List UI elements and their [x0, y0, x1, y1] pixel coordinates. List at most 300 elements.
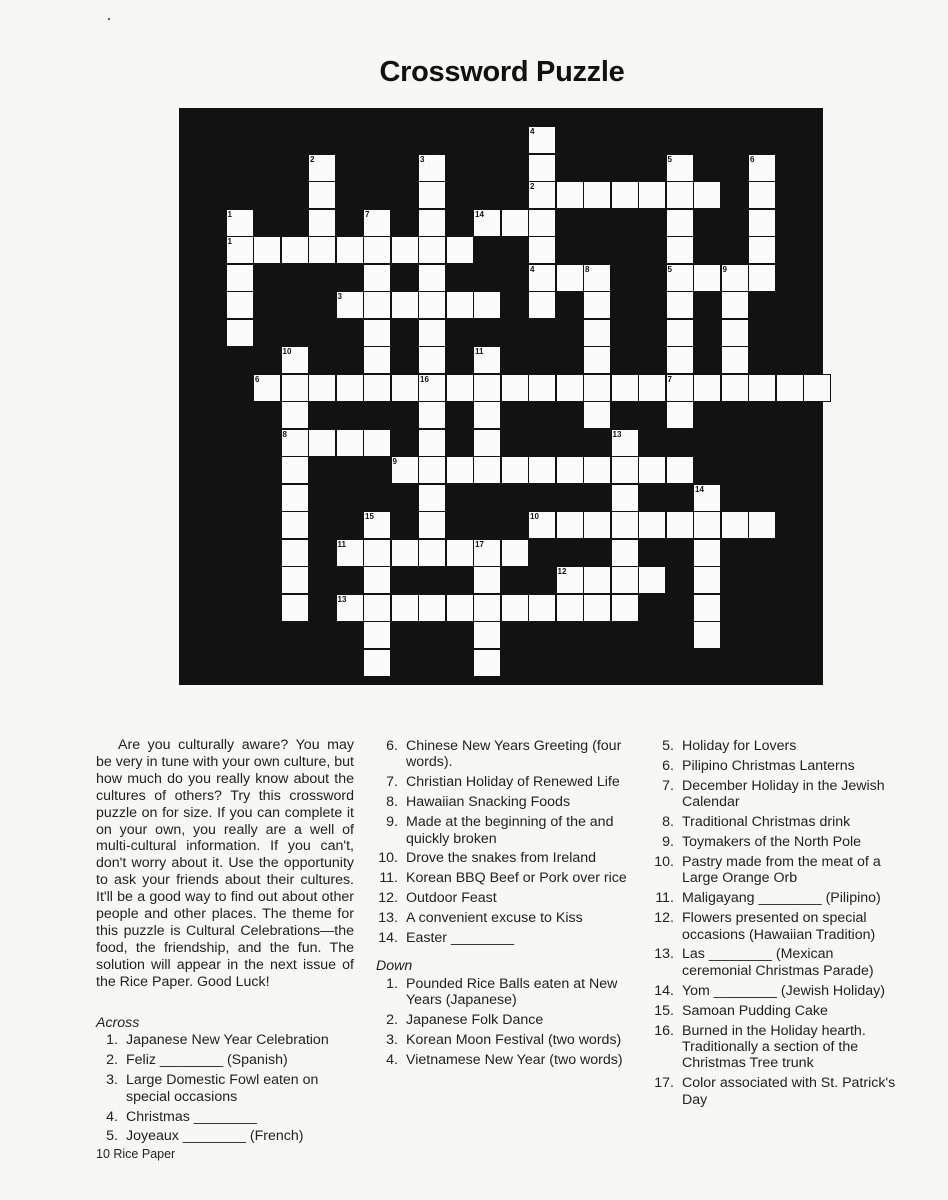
grid-square[interactable]: [419, 512, 445, 538]
grid-square[interactable]: [474, 292, 500, 318]
clue-text: Color associated with St. Patrick's Day: [682, 1075, 896, 1108]
clue-number: 1.: [106, 1032, 118, 1049]
grid-square[interactable]: [474, 567, 500, 593]
clue-item: [652, 778, 904, 811]
grid-square[interactable]: [502, 595, 528, 621]
grid-square[interactable]: [392, 595, 418, 621]
clue-number: 14.: [378, 930, 398, 947]
grid-square-number: 10: [282, 347, 292, 356]
grid-square[interactable]: [749, 265, 775, 291]
grid-square[interactable]: [419, 375, 445, 401]
clue-text: Vietnamese New Year (two words): [406, 1052, 623, 1068]
grid-square[interactable]: [694, 540, 720, 566]
across-clue-list: [96, 1032, 358, 1144]
clue-item: [376, 930, 630, 946]
clue-text: Feliz ________ (Spanish): [126, 1052, 288, 1069]
grid-square-number: 13: [337, 594, 347, 604]
page-title: Crossword Puzzle: [379, 56, 625, 88]
clue-item: [376, 890, 630, 906]
clue-text: Outdoor Feast: [406, 890, 497, 907]
grid-square[interactable]: [694, 265, 720, 291]
clue-text: Flowers presented on special occasions (Hawaiian Tradition): [682, 910, 876, 943]
grid-square[interactable]: [557, 512, 583, 538]
grid-square[interactable]: [612, 567, 638, 593]
grid-square[interactable]: [529, 155, 555, 181]
clue-item: [376, 1052, 630, 1068]
grid-square-number: 14: [475, 209, 484, 219]
clue-item: [652, 1003, 904, 1019]
grid-square-number: 16: [420, 374, 429, 384]
grid-square[interactable]: [667, 375, 693, 401]
grid-square[interactable]: [529, 237, 555, 263]
grid-square[interactable]: [667, 347, 693, 373]
grid-square-number: 12: [557, 567, 567, 576]
grid-square[interactable]: [474, 650, 500, 676]
grid-square[interactable]: [694, 375, 720, 401]
grid-square[interactable]: [584, 595, 610, 621]
grid-square[interactable]: [722, 347, 748, 373]
clue-text: Pounded Rice Balls eaten at New Years (Japanese): [406, 975, 618, 1009]
clue-item: [652, 738, 904, 754]
clue-number: 17.: [654, 1075, 674, 1092]
grid-square[interactable]: [364, 622, 390, 648]
dust-speck: [108, 18, 110, 20]
grid-square[interactable]: [529, 210, 555, 236]
clue-number: 4.: [106, 1108, 118, 1125]
page-footer: 10 Rice Paper: [96, 1147, 176, 1161]
grid-square[interactable]: [639, 375, 665, 401]
grid-square[interactable]: [612, 595, 638, 621]
grid-square[interactable]: [557, 457, 583, 483]
grid-square[interactable]: [364, 567, 390, 593]
grid-square[interactable]: [392, 292, 418, 318]
grid-square[interactable]: [612, 540, 638, 566]
grid-square[interactable]: [227, 210, 253, 236]
clue-number: 6.: [386, 738, 398, 754]
clue-number: 2.: [106, 1052, 118, 1069]
grid-square[interactable]: [694, 567, 720, 593]
grid-square[interactable]: [227, 237, 253, 263]
grid-square[interactable]: [749, 182, 775, 208]
grid-square[interactable]: [474, 457, 500, 483]
grid-square[interactable]: [804, 375, 830, 401]
clue-item: [376, 850, 630, 866]
grid-square-number: 6: [255, 374, 260, 384]
grid-square-number: 1: [227, 209, 232, 219]
down-clue-list-continued: [652, 738, 904, 1108]
grid-square[interactable]: [502, 457, 528, 483]
grid-square[interactable]: [364, 650, 390, 676]
grid-square[interactable]: [364, 512, 390, 538]
clue-number: 4.: [386, 1052, 398, 1068]
grid-square[interactable]: [584, 457, 610, 483]
grid-square[interactable]: [364, 320, 390, 346]
clue-item: [652, 834, 904, 850]
grid-square[interactable]: [694, 512, 720, 538]
grid-square[interactable]: [557, 595, 583, 621]
grid-square[interactable]: [337, 237, 363, 263]
grid-square[interactable]: [392, 237, 418, 263]
grid-square[interactable]: [694, 182, 720, 208]
clue-item: [96, 1072, 358, 1105]
clue-item: [652, 1023, 904, 1072]
clue-text: Traditional Christmas drink: [682, 814, 851, 831]
grid-square[interactable]: [612, 430, 638, 456]
grid-square[interactable]: [529, 595, 555, 621]
clue-number: 14.: [654, 982, 674, 999]
clue-text: December Holiday in the Jewish Calendar: [682, 777, 885, 811]
grid-square[interactable]: [419, 155, 445, 181]
grid-square[interactable]: [749, 155, 775, 181]
grid-square[interactable]: [364, 375, 390, 401]
clue-number: 11.: [655, 890, 674, 907]
grid-square-number: 1: [227, 237, 232, 246]
grid-square[interactable]: [447, 540, 473, 566]
grid-square[interactable]: [364, 540, 390, 566]
grid-square[interactable]: [447, 595, 473, 621]
grid-square[interactable]: [722, 292, 748, 318]
grid-square[interactable]: [364, 430, 390, 456]
grid-square[interactable]: [282, 485, 308, 511]
grid-square[interactable]: [474, 430, 500, 456]
grid-square-number: 2: [310, 154, 315, 164]
grid-square[interactable]: [419, 540, 445, 566]
clue-text: Joyeaux ________ (French): [126, 1128, 304, 1145]
clue-text: Korean Moon Festival (two words): [406, 1032, 622, 1049]
grid-square[interactable]: [227, 265, 253, 291]
grid-square[interactable]: [529, 127, 555, 153]
grid-square[interactable]: [529, 512, 555, 538]
clue-text: Korean BBQ Beef or Pork over rice: [406, 870, 627, 887]
grid-square-number: 7: [365, 209, 370, 219]
clue-number: 3.: [106, 1072, 118, 1089]
grid-square[interactable]: [282, 237, 308, 263]
grid-square[interactable]: [419, 402, 445, 428]
grid-square[interactable]: [364, 347, 390, 373]
grid-square[interactable]: [337, 595, 363, 621]
grid-square[interactable]: [474, 595, 500, 621]
grid-square[interactable]: [529, 265, 555, 291]
grid-square[interactable]: [282, 595, 308, 621]
grid-square[interactable]: [667, 457, 693, 483]
grid-square[interactable]: [474, 375, 500, 401]
grid-square[interactable]: [419, 595, 445, 621]
grid-square[interactable]: [254, 237, 280, 263]
grid-square[interactable]: [419, 210, 445, 236]
grid-square[interactable]: [502, 540, 528, 566]
grid-square[interactable]: [392, 540, 418, 566]
clue-item: [652, 946, 904, 979]
clue-number: 10.: [378, 850, 398, 867]
grid-square-number: 9: [392, 457, 397, 466]
grid-square-number: 8: [282, 429, 287, 439]
clue-text: Burned in the Holiday hearth. Traditionally a section of the Christmas Tree trunk: [682, 1022, 866, 1072]
clue-number: 7.: [386, 774, 398, 791]
grid-square[interactable]: [584, 375, 610, 401]
grid-square-number: 3: [337, 292, 342, 301]
intro-text: Are you culturally aware? You may be very in tune with your own culture, but how much do you really know about the cultures of others? Try this crossword puzzle on for size. If you can complete it on your own, you really are a well of multi-cultural information. If you can't, don't worry about it. Use the opportunity to ask your friends about their cultures. It'll be a good way to find out about other people and other places. The theme for this puzzle is Cultural Celebrations—the food, the friendship, and the fun. The solution will appear in the next issue of the Rice Paper. Good Luck!: [96, 737, 354, 990]
grid-square[interactable]: [557, 182, 583, 208]
grid-square[interactable]: [364, 265, 390, 291]
clue-text: Made at the beginning of the and quickly broken: [406, 814, 614, 847]
grid-square[interactable]: [227, 320, 253, 346]
grid-square[interactable]: [419, 347, 445, 373]
grid-square[interactable]: [309, 430, 335, 456]
grid-square-number: 6: [750, 154, 755, 164]
grid-square-number: 13: [612, 429, 622, 439]
grid-square-number: 8: [585, 264, 590, 274]
clue-text: Drove the snakes from Ireland: [406, 850, 597, 867]
grid-square[interactable]: [612, 485, 638, 511]
grid-square[interactable]: [282, 567, 308, 593]
across-clue-list-continued: [376, 738, 630, 946]
grid-square[interactable]: [392, 457, 418, 483]
grid-square[interactable]: [282, 457, 308, 483]
grid-square[interactable]: [722, 320, 748, 346]
grid-square[interactable]: [557, 265, 583, 291]
clue-item: [96, 1032, 358, 1048]
grid-square[interactable]: [282, 402, 308, 428]
grid-square[interactable]: [474, 210, 500, 236]
grid-square[interactable]: [529, 182, 555, 208]
clue-text: Christian Holiday of Renewed Life: [406, 774, 620, 791]
grid-square[interactable]: [584, 347, 610, 373]
clue-item: [376, 1032, 630, 1048]
grid-square[interactable]: [612, 457, 638, 483]
grid-square[interactable]: [584, 567, 610, 593]
grid-square[interactable]: [282, 540, 308, 566]
crossword-grid: [179, 108, 823, 685]
clue-number: 12.: [654, 910, 674, 927]
clue-number: 13.: [378, 910, 398, 927]
clue-item: [376, 774, 630, 790]
grid-square[interactable]: [419, 457, 445, 483]
down-clue-list: [376, 976, 630, 1069]
grid-square[interactable]: [529, 292, 555, 318]
grid-square[interactable]: [309, 237, 335, 263]
grid-square[interactable]: [419, 292, 445, 318]
clue-text: Hawaiian Snacking Foods: [406, 794, 571, 811]
grid-square[interactable]: [447, 237, 473, 263]
grid-square[interactable]: [722, 375, 748, 401]
grid-square[interactable]: [447, 457, 473, 483]
across-column-1: [96, 1015, 358, 1148]
clue-item: [652, 758, 904, 774]
grid-square[interactable]: [639, 512, 665, 538]
grid-square[interactable]: [337, 292, 363, 318]
grid-square[interactable]: [474, 402, 500, 428]
grid-square[interactable]: [337, 430, 363, 456]
grid-square[interactable]: [667, 292, 693, 318]
grid-square-number: 9: [722, 264, 727, 274]
grid-square[interactable]: [447, 292, 473, 318]
clue-number: 11.: [379, 870, 398, 887]
grid-square[interactable]: [639, 182, 665, 208]
clue-number: 6.: [662, 757, 674, 774]
grid-square[interactable]: [694, 622, 720, 648]
grid-square-number: 17: [475, 539, 484, 549]
clue-text: Christmas ________: [126, 1108, 257, 1125]
grid-square[interactable]: [749, 210, 775, 236]
grid-square-number: 10: [530, 512, 539, 521]
clue-number: 5.: [106, 1128, 118, 1145]
grid-square[interactable]: [667, 155, 693, 181]
grid-square[interactable]: [419, 320, 445, 346]
grid-square-number: 15: [365, 512, 374, 521]
grid-square[interactable]: [227, 292, 253, 318]
clue-text: Japanese New Year Celebration: [126, 1032, 329, 1049]
grid-square-number: 3: [420, 154, 425, 164]
clue-item: [376, 870, 630, 886]
grid-square[interactable]: [392, 375, 418, 401]
grid-square[interactable]: [364, 292, 390, 318]
grid-square[interactable]: [474, 347, 500, 373]
grid-square-number: 7: [667, 374, 672, 384]
grid-square[interactable]: [254, 375, 280, 401]
grid-square[interactable]: [667, 512, 693, 538]
grid-square[interactable]: [584, 265, 610, 291]
clue-text: Maligayang ________ (Pilipino): [682, 890, 881, 907]
clue-number: 15.: [654, 1002, 674, 1019]
clue-number: 5.: [662, 738, 674, 754]
grid-square-number: 5: [667, 154, 672, 164]
grid-square[interactable]: [419, 237, 445, 263]
grid-square[interactable]: [309, 155, 335, 181]
grid-square[interactable]: [667, 182, 693, 208]
clue-item: [652, 814, 904, 830]
grid-square-number: 4: [530, 264, 535, 274]
grid-square[interactable]: [639, 567, 665, 593]
grid-square[interactable]: [282, 375, 308, 401]
clue-number: 9.: [662, 834, 674, 851]
grid-square[interactable]: [694, 595, 720, 621]
clue-text: Yom ________ (Jewish Holiday): [682, 982, 885, 999]
grid-square[interactable]: [337, 540, 363, 566]
clue-number: 1.: [386, 975, 398, 992]
grid-square[interactable]: [667, 265, 693, 291]
grid-square[interactable]: [309, 182, 335, 208]
clue-item: [376, 1012, 630, 1028]
grid-square[interactable]: [584, 512, 610, 538]
intro-paragraph: [96, 737, 354, 991]
clue-item: [96, 1109, 358, 1125]
grid-square[interactable]: [282, 512, 308, 538]
clue-text: A convenient excuse to Kiss: [406, 910, 583, 927]
grid-square[interactable]: [419, 430, 445, 456]
clue-number: 3.: [386, 1032, 398, 1049]
clue-item: [96, 1052, 358, 1068]
clue-text: Japanese Folk Dance: [406, 1012, 544, 1029]
grid-square[interactable]: [282, 347, 308, 373]
across-column-2: [376, 738, 630, 1072]
clue-text: Pastry made from the meat of a Large Orange Orb: [682, 853, 881, 887]
clue-text: Large Domestic Fowl eaten on special occasions: [126, 1072, 319, 1105]
grid-square[interactable]: [667, 210, 693, 236]
clue-item: [376, 794, 630, 810]
grid-square[interactable]: [667, 402, 693, 428]
clue-number: 2.: [386, 1012, 398, 1029]
grid-square[interactable]: [639, 457, 665, 483]
clue-item: [652, 910, 904, 943]
clue-item: [652, 854, 904, 887]
grid-square[interactable]: [364, 595, 390, 621]
grid-square[interactable]: [529, 457, 555, 483]
clue-text: Easter ________: [406, 930, 515, 947]
clue-text: Samoan Pudding Cake: [682, 1002, 828, 1019]
clue-number: 10.: [654, 853, 674, 870]
grid-square-number: 11: [337, 539, 346, 549]
grid-square[interactable]: [364, 210, 390, 236]
grid-square-number: 5: [667, 264, 672, 274]
grid-square[interactable]: [584, 292, 610, 318]
grid-square[interactable]: [419, 485, 445, 511]
clue-text: Las ________ (Mexican ceremonial Christmas Parade): [682, 946, 874, 979]
grid-square[interactable]: [557, 375, 583, 401]
clue-text: Chinese New Years Greeting (four words).: [406, 738, 622, 771]
clue-item: [96, 1128, 358, 1144]
grid-square[interactable]: [502, 210, 528, 236]
grid-square[interactable]: [584, 402, 610, 428]
clue-number: 12.: [378, 890, 398, 907]
grid-square[interactable]: [529, 375, 555, 401]
across-heading: Across: [96, 1015, 140, 1031]
grid-square[interactable]: [749, 237, 775, 263]
grid-square[interactable]: [584, 182, 610, 208]
grid-square[interactable]: [502, 375, 528, 401]
grid-square[interactable]: [474, 622, 500, 648]
clue-text: Toymakers of the North Pole: [682, 834, 861, 851]
grid-square[interactable]: [612, 512, 638, 538]
clue-number: 8.: [662, 814, 674, 831]
grid-square[interactable]: [667, 320, 693, 346]
grid-square[interactable]: [777, 375, 803, 401]
clue-number: 9.: [386, 814, 398, 831]
grid-square[interactable]: [722, 265, 748, 291]
grid-square[interactable]: [667, 237, 693, 263]
grid-square[interactable]: [557, 567, 583, 593]
clue-number: 7.: [662, 777, 674, 794]
grid-square[interactable]: [337, 375, 363, 401]
clue-item: [376, 738, 630, 771]
clue-item: [376, 910, 630, 926]
grid-square[interactable]: [419, 182, 445, 208]
clue-text: Pilipino Christmas Lanterns: [682, 757, 855, 774]
grid-square[interactable]: [584, 320, 610, 346]
grid-square[interactable]: [309, 375, 335, 401]
clue-item: [652, 983, 904, 999]
grid-square[interactable]: [749, 375, 775, 401]
grid-square[interactable]: [612, 182, 638, 208]
clue-number: 16.: [654, 1022, 674, 1039]
down-heading: Down: [376, 958, 413, 975]
grid-square[interactable]: [474, 540, 500, 566]
grid-square-number: 2: [530, 182, 535, 191]
grid-square-number: 11: [475, 347, 484, 356]
grid-square-number: 4: [530, 127, 535, 136]
grid-square[interactable]: [722, 512, 748, 538]
grid-square[interactable]: [309, 210, 335, 236]
grid-square[interactable]: [447, 375, 473, 401]
grid-square[interactable]: [749, 512, 775, 538]
grid-square[interactable]: [419, 265, 445, 291]
clue-item: [376, 814, 630, 847]
grid-square[interactable]: [282, 430, 308, 456]
clue-number: 13.: [654, 946, 674, 963]
grid-square-number: 14: [695, 484, 704, 494]
grid-square[interactable]: [612, 375, 638, 401]
grid-square[interactable]: [364, 237, 390, 263]
grid-square[interactable]: [694, 485, 720, 511]
